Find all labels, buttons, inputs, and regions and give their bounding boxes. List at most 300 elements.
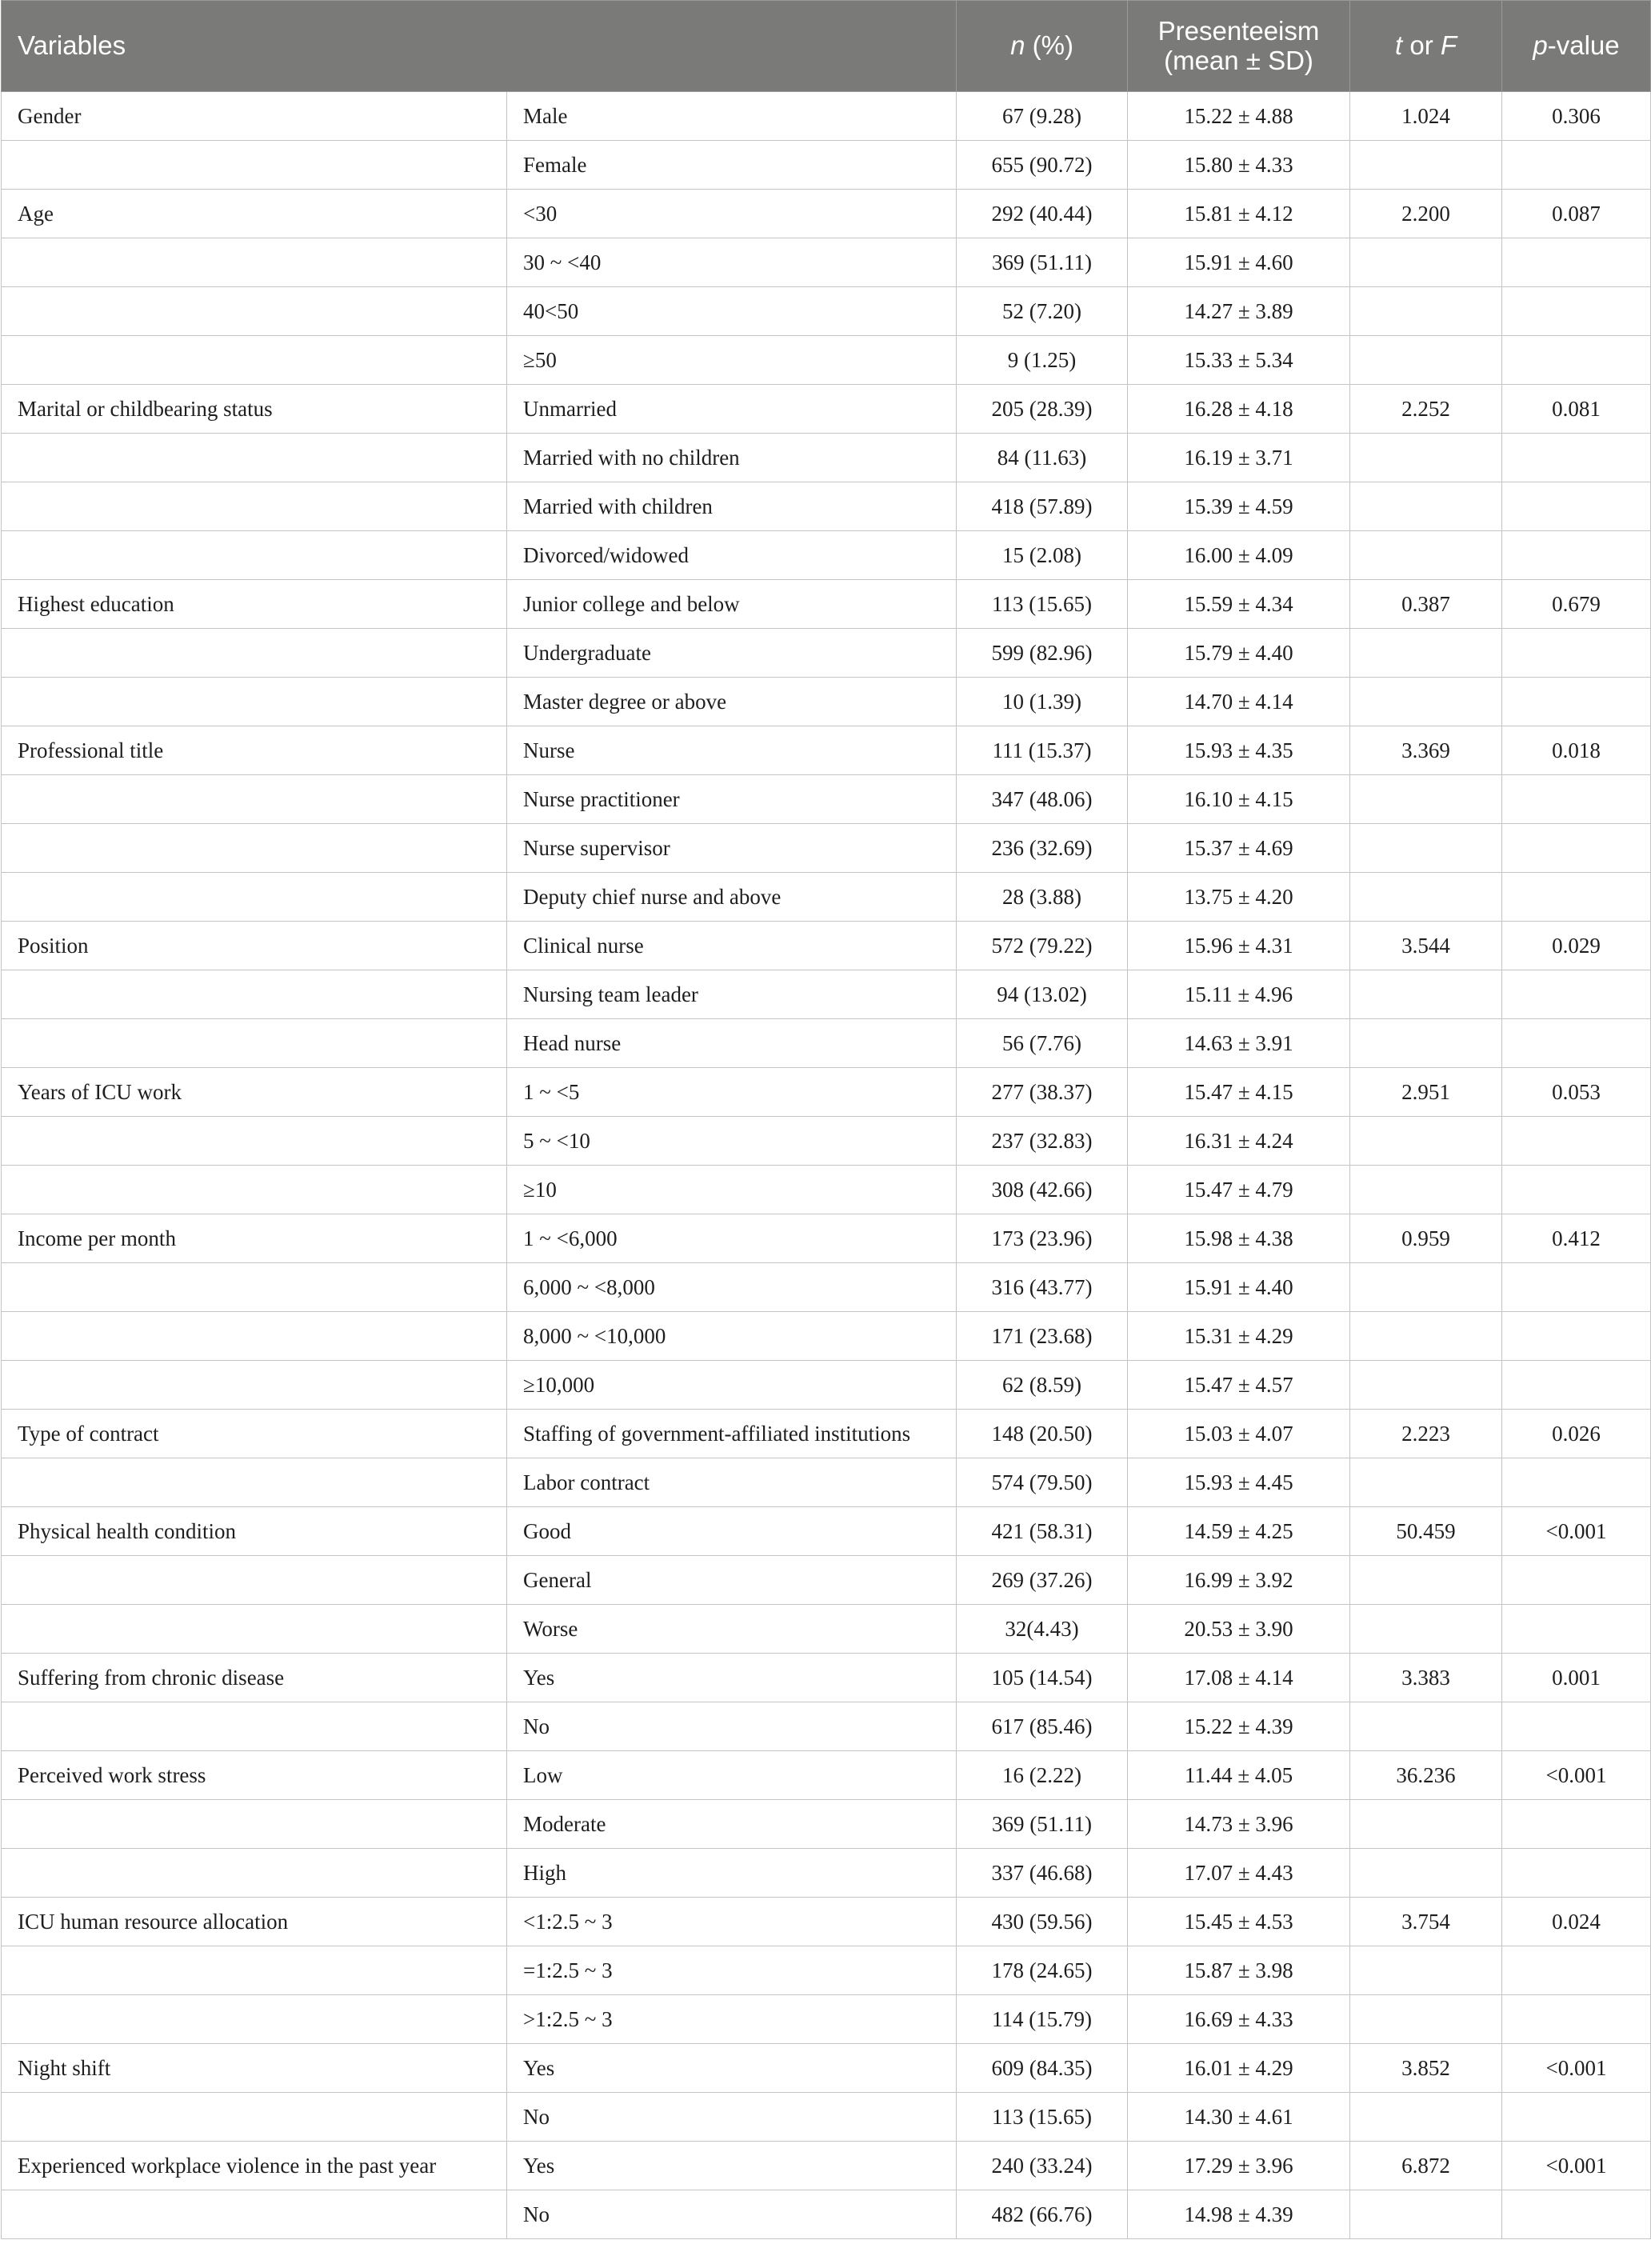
cell-variable <box>2 2093 507 2142</box>
cell-variable: Gender <box>2 92 507 141</box>
cell-p-value <box>1502 629 1651 678</box>
cell-presenteeism: 14.73 ± 3.96 <box>1128 1800 1350 1849</box>
cell-variable <box>2 1702 507 1751</box>
cell-variable <box>2 1361 507 1410</box>
cell-p-value <box>1502 1019 1651 1068</box>
cell-variable <box>2 775 507 824</box>
cell-category: Master degree or above <box>507 678 957 726</box>
cell-t-or-f <box>1350 2093 1502 2142</box>
cell-p-value <box>1502 1361 1651 1410</box>
table-row <box>2 922 1651 970</box>
table-row <box>2 336 1651 385</box>
cell-category: Worse <box>507 1605 957 1654</box>
cell-t-or-f <box>1350 1361 1502 1410</box>
cell-n-percent: 292 (40.44) <box>957 190 1128 238</box>
cell-variable <box>2 1263 507 1312</box>
cell-p-value: 0.306 <box>1502 92 1651 141</box>
cell-n-percent: 105 (14.54) <box>957 1654 1128 1702</box>
table-row <box>2 190 1651 238</box>
cell-p-value: <0.001 <box>1502 1751 1651 1800</box>
cell-t-or-f <box>1350 482 1502 531</box>
cell-variable <box>2 287 507 336</box>
cell-p-value <box>1502 1458 1651 1507</box>
cell-t-or-f <box>1350 1458 1502 1507</box>
cell-p-value <box>1502 1117 1651 1166</box>
cell-presenteeism: 15.96 ± 4.31 <box>1128 922 1350 970</box>
table-row <box>2 92 1651 141</box>
cell-t-or-f <box>1350 141 1502 190</box>
cell-presenteeism: 15.91 ± 4.40 <box>1128 1263 1350 1312</box>
cell-presenteeism: 17.08 ± 4.14 <box>1128 1654 1350 1702</box>
cell-t-or-f <box>1350 1849 1502 1898</box>
header-presenteeism-line2: (mean ± SD) <box>1164 45 1313 75</box>
table-row <box>2 385 1651 434</box>
cell-presenteeism: 15.47 ± 4.57 <box>1128 1361 1350 1410</box>
cell-p-value: 0.081 <box>1502 385 1651 434</box>
cell-p-value <box>1502 1946 1651 1995</box>
cell-presenteeism: 15.93 ± 4.45 <box>1128 1458 1350 1507</box>
header-presenteeism-line1: Presenteeism <box>1157 15 1320 46</box>
cell-n-percent: 572 (79.22) <box>957 922 1128 970</box>
cell-variable <box>2 1800 507 1849</box>
cell-n-percent: 113 (15.65) <box>957 2093 1128 2142</box>
cell-n-percent: 16 (2.22) <box>957 1751 1128 1800</box>
cell-n-percent: 56 (7.76) <box>957 1019 1128 1068</box>
cell-presenteeism: 14.98 ± 4.39 <box>1128 2190 1350 2239</box>
table-row <box>2 1849 1651 1898</box>
cell-n-percent: 10 (1.39) <box>957 678 1128 726</box>
cell-t-or-f <box>1350 970 1502 1019</box>
table-row <box>2 1898 1651 1946</box>
cell-p-value <box>1502 141 1651 190</box>
table-row <box>2 1702 1651 1751</box>
table-header <box>2 1 1651 92</box>
cell-p-value: 0.087 <box>1502 190 1651 238</box>
table-row <box>2 141 1651 190</box>
cell-n-percent: 599 (82.96) <box>957 629 1128 678</box>
table-row <box>2 580 1651 629</box>
cell-variable <box>2 1166 507 1214</box>
cell-presenteeism: 15.80 ± 4.33 <box>1128 141 1350 190</box>
cell-presenteeism: 16.19 ± 3.71 <box>1128 434 1350 482</box>
cell-n-percent: 94 (13.02) <box>957 970 1128 1019</box>
cell-variable: Age <box>2 190 507 238</box>
header-or-text: or <box>1402 30 1441 61</box>
cell-p-value <box>1502 1702 1651 1751</box>
cell-category: No <box>507 2093 957 2142</box>
cell-category: High <box>507 1849 957 1898</box>
cell-p-value <box>1502 678 1651 726</box>
cell-variable <box>2 1849 507 1898</box>
cell-presenteeism: 15.22 ± 4.88 <box>1128 92 1350 141</box>
cell-p-value: <0.001 <box>1502 2142 1651 2190</box>
cell-p-value <box>1502 336 1651 385</box>
cell-t-or-f: 1.024 <box>1350 92 1502 141</box>
cell-p-value: <0.001 <box>1502 1507 1651 1556</box>
cell-variable: Professional title <box>2 726 507 775</box>
cell-category: Nurse supervisor <box>507 824 957 873</box>
cell-presenteeism: 14.59 ± 4.25 <box>1128 1507 1350 1556</box>
cell-category: Nurse practitioner <box>507 775 957 824</box>
cell-p-value: 0.018 <box>1502 726 1651 775</box>
table-row <box>2 629 1651 678</box>
cell-category: Good <box>507 1507 957 1556</box>
cell-p-value: 0.001 <box>1502 1654 1651 1702</box>
cell-variable <box>2 141 507 190</box>
cell-n-percent: 52 (7.20) <box>957 287 1128 336</box>
cell-category: 30 ~ <40 <box>507 238 957 287</box>
table-row <box>2 2044 1651 2093</box>
cell-category: 1 ~ <5 <box>507 1068 957 1117</box>
cell-category: 8,000 ~ <10,000 <box>507 1312 957 1361</box>
cell-t-or-f <box>1350 238 1502 287</box>
table-row <box>2 482 1651 531</box>
cell-presenteeism: 15.79 ± 4.40 <box>1128 629 1350 678</box>
cell-presenteeism: 16.10 ± 4.15 <box>1128 775 1350 824</box>
cell-p-value <box>1502 1849 1651 1898</box>
cell-p-value <box>1502 1166 1651 1214</box>
cell-category: No <box>507 1702 957 1751</box>
cell-presenteeism: 15.39 ± 4.59 <box>1128 482 1350 531</box>
cell-variable: Perceived work stress <box>2 1751 507 1800</box>
cell-presenteeism: 16.99 ± 3.92 <box>1128 1556 1350 1605</box>
cell-category: 1 ~ <6,000 <box>507 1214 957 1263</box>
cell-n-percent: 421 (58.31) <box>957 1507 1128 1556</box>
cell-t-or-f <box>1350 1019 1502 1068</box>
cell-category: Undergraduate <box>507 629 957 678</box>
table-row <box>2 434 1651 482</box>
cell-t-or-f <box>1350 1605 1502 1654</box>
cell-t-or-f: 3.383 <box>1350 1654 1502 1702</box>
cell-n-percent: 574 (79.50) <box>957 1458 1128 1507</box>
table-row <box>2 1068 1651 1117</box>
cell-variable: Type of contract <box>2 1410 507 1458</box>
table-row <box>2 2142 1651 2190</box>
cell-variable <box>2 629 507 678</box>
header-p-rest: -value <box>1547 30 1620 61</box>
cell-variable <box>2 1556 507 1605</box>
cell-n-percent: 655 (90.72) <box>957 141 1128 190</box>
cell-n-percent: 430 (59.56) <box>957 1898 1128 1946</box>
cell-n-percent: 347 (48.06) <box>957 775 1128 824</box>
cell-presenteeism: 15.59 ± 4.34 <box>1128 580 1350 629</box>
cell-presenteeism: 15.45 ± 4.53 <box>1128 1898 1350 1946</box>
cell-p-value <box>1502 1995 1651 2044</box>
cell-p-value <box>1502 2190 1651 2239</box>
cell-category: 6,000 ~ <8,000 <box>507 1263 957 1312</box>
table-row <box>2 1312 1651 1361</box>
cell-n-percent: 111 (15.37) <box>957 726 1128 775</box>
cell-variable <box>2 1995 507 2044</box>
cell-t-or-f <box>1350 1263 1502 1312</box>
cell-p-value <box>1502 287 1651 336</box>
cell-category: Head nurse <box>507 1019 957 1068</box>
cell-n-percent: 277 (38.37) <box>957 1068 1128 1117</box>
cell-variable <box>2 1946 507 1995</box>
cell-t-or-f <box>1350 1556 1502 1605</box>
cell-category: Nursing team leader <box>507 970 957 1019</box>
cell-presenteeism: 16.31 ± 4.24 <box>1128 1117 1350 1166</box>
cell-presenteeism: 17.29 ± 3.96 <box>1128 2142 1350 2190</box>
cell-presenteeism: 14.63 ± 3.91 <box>1128 1019 1350 1068</box>
cell-presenteeism: 15.22 ± 4.39 <box>1128 1702 1350 1751</box>
cell-presenteeism: 15.81 ± 4.12 <box>1128 190 1350 238</box>
table-row <box>2 726 1651 775</box>
cell-t-or-f: 0.959 <box>1350 1214 1502 1263</box>
cell-n-percent: 609 (84.35) <box>957 2044 1128 2093</box>
cell-t-or-f <box>1350 1166 1502 1214</box>
table-row <box>2 1556 1651 1605</box>
cell-n-percent: 28 (3.88) <box>957 873 1128 922</box>
cell-category: Unmarried <box>507 385 957 434</box>
table-row <box>2 1654 1651 1702</box>
cell-category: Married with no children <box>507 434 957 482</box>
table-row <box>2 1117 1651 1166</box>
cell-category: Yes <box>507 2142 957 2190</box>
cell-n-percent: 482 (66.76) <box>957 2190 1128 2239</box>
cell-n-percent: 617 (85.46) <box>957 1702 1128 1751</box>
cell-t-or-f: 3.544 <box>1350 922 1502 970</box>
cell-n-percent: 15 (2.08) <box>957 531 1128 580</box>
cell-category: Deputy chief nurse and above <box>507 873 957 922</box>
cell-n-percent: 67 (9.28) <box>957 92 1128 141</box>
cell-presenteeism: 15.11 ± 4.96 <box>1128 970 1350 1019</box>
cell-category: 5 ~ <10 <box>507 1117 957 1166</box>
table-row <box>2 1361 1651 1410</box>
cell-t-or-f <box>1350 775 1502 824</box>
header-t-symbol: t <box>1395 30 1403 61</box>
cell-p-value <box>1502 873 1651 922</box>
cell-variable: Physical health condition <box>2 1507 507 1556</box>
cell-n-percent: 178 (24.65) <box>957 1946 1128 1995</box>
cell-n-percent: 269 (37.26) <box>957 1556 1128 1605</box>
header-p-symbol: p <box>1533 30 1548 61</box>
cell-variable <box>2 482 507 531</box>
cell-t-or-f <box>1350 1117 1502 1166</box>
cell-category: Staffing of government-affiliated institutions <box>507 1410 957 1458</box>
header-f-symbol: F <box>1440 30 1457 61</box>
cell-p-value <box>1502 775 1651 824</box>
presenteeism-table <box>1 0 1651 2239</box>
cell-presenteeism: 11.44 ± 4.05 <box>1128 1751 1350 1800</box>
cell-presenteeism: 15.98 ± 4.38 <box>1128 1214 1350 1263</box>
cell-p-value <box>1502 970 1651 1019</box>
cell-t-or-f <box>1350 1946 1502 1995</box>
cell-n-percent: 32(4.43) <box>957 1605 1128 1654</box>
cell-t-or-f <box>1350 434 1502 482</box>
cell-presenteeism: 14.30 ± 4.61 <box>1128 2093 1350 2142</box>
table-row <box>2 1263 1651 1312</box>
cell-p-value <box>1502 1605 1651 1654</box>
cell-t-or-f: 2.951 <box>1350 1068 1502 1117</box>
cell-n-percent: 9 (1.25) <box>957 336 1128 385</box>
table-row <box>2 1507 1651 1556</box>
cell-variable <box>2 1019 507 1068</box>
cell-presenteeism: 15.91 ± 4.60 <box>1128 238 1350 287</box>
cell-t-or-f <box>1350 336 1502 385</box>
cell-category: <1:2.5 ~ 3 <box>507 1898 957 1946</box>
cell-variable <box>2 873 507 922</box>
cell-presenteeism: 15.31 ± 4.29 <box>1128 1312 1350 1361</box>
cell-n-percent: 148 (20.50) <box>957 1410 1128 1458</box>
header-variables <box>2 1 957 92</box>
cell-variable: Night shift <box>2 2044 507 2093</box>
cell-category: Clinical nurse <box>507 922 957 970</box>
cell-category: General <box>507 1556 957 1605</box>
cell-presenteeism: 15.03 ± 4.07 <box>1128 1410 1350 1458</box>
table-row <box>2 287 1651 336</box>
cell-presenteeism: 16.28 ± 4.18 <box>1128 385 1350 434</box>
cell-n-percent: 369 (51.11) <box>957 238 1128 287</box>
cell-variable <box>2 1605 507 1654</box>
cell-t-or-f: 36.236 <box>1350 1751 1502 1800</box>
table-row <box>2 1751 1651 1800</box>
cell-n-percent: 369 (51.11) <box>957 1800 1128 1849</box>
table-row <box>2 1800 1651 1849</box>
cell-variable: Marital or childbearing status <box>2 385 507 434</box>
cell-presenteeism: 15.47 ± 4.79 <box>1128 1166 1350 1214</box>
cell-variable <box>2 678 507 726</box>
cell-category: Male <box>507 92 957 141</box>
table-row <box>2 531 1651 580</box>
cell-n-percent: 62 (8.59) <box>957 1361 1128 1410</box>
table-row <box>2 1946 1651 1995</box>
header-n-symbol: n <box>1010 30 1025 61</box>
cell-t-or-f <box>1350 1702 1502 1751</box>
cell-variable <box>2 434 507 482</box>
cell-t-or-f: 2.200 <box>1350 190 1502 238</box>
cell-p-value <box>1502 434 1651 482</box>
cell-p-value: 0.412 <box>1502 1214 1651 1263</box>
cell-category: No <box>507 2190 957 2239</box>
cell-variable <box>2 824 507 873</box>
cell-variable: ICU human resource allocation <box>2 1898 507 1946</box>
cell-t-or-f <box>1350 824 1502 873</box>
cell-p-value: 0.679 <box>1502 580 1651 629</box>
cell-presenteeism: 17.07 ± 4.43 <box>1128 1849 1350 1898</box>
cell-p-value: 0.024 <box>1502 1898 1651 1946</box>
cell-presenteeism: 13.75 ± 4.20 <box>1128 873 1350 922</box>
cell-p-value: 0.053 <box>1502 1068 1651 1117</box>
header-t-or-f <box>1350 1 1502 92</box>
cell-t-or-f: 3.852 <box>1350 2044 1502 2093</box>
cell-variable <box>2 1117 507 1166</box>
cell-variable: Years of ICU work <box>2 1068 507 1117</box>
cell-category: Junior college and below <box>507 580 957 629</box>
cell-category: Nurse <box>507 726 957 775</box>
cell-p-value: 0.029 <box>1502 922 1651 970</box>
cell-presenteeism: 14.70 ± 4.14 <box>1128 678 1350 726</box>
cell-n-percent: 337 (46.68) <box>957 1849 1128 1898</box>
cell-p-value <box>1502 531 1651 580</box>
cell-n-percent: 308 (42.66) <box>957 1166 1128 1214</box>
header-row <box>2 1 1651 92</box>
table-row <box>2 2190 1651 2239</box>
cell-n-percent: 236 (32.69) <box>957 824 1128 873</box>
cell-presenteeism: 16.00 ± 4.09 <box>1128 531 1350 580</box>
cell-category: Married with children <box>507 482 957 531</box>
cell-t-or-f <box>1350 629 1502 678</box>
cell-t-or-f <box>1350 1995 1502 2044</box>
cell-t-or-f <box>1350 287 1502 336</box>
cell-variable <box>2 531 507 580</box>
table-row <box>2 1605 1651 1654</box>
cell-p-value <box>1502 238 1651 287</box>
cell-variable <box>2 2190 507 2239</box>
cell-t-or-f: 3.754 <box>1350 1898 1502 1946</box>
cell-n-percent: 316 (43.77) <box>957 1263 1128 1312</box>
cell-presenteeism: 15.93 ± 4.35 <box>1128 726 1350 775</box>
cell-t-or-f <box>1350 873 1502 922</box>
cell-variable <box>2 238 507 287</box>
cell-t-or-f: 3.369 <box>1350 726 1502 775</box>
table-row <box>2 1410 1651 1458</box>
cell-t-or-f: 50.459 <box>1350 1507 1502 1556</box>
cell-n-percent: 418 (57.89) <box>957 482 1128 531</box>
cell-category: ≥10 <box>507 1166 957 1214</box>
table-row <box>2 970 1651 1019</box>
cell-p-value <box>1502 1263 1651 1312</box>
cell-presenteeism: 15.33 ± 5.34 <box>1128 336 1350 385</box>
cell-category: Female <box>507 141 957 190</box>
header-p-value <box>1502 1 1651 92</box>
cell-category: =1:2.5 ~ 3 <box>507 1946 957 1995</box>
table-row <box>2 1995 1651 2044</box>
cell-p-value: 0.026 <box>1502 1410 1651 1458</box>
table-row <box>2 1019 1651 1068</box>
cell-t-or-f: 6.872 <box>1350 2142 1502 2190</box>
cell-category: Yes <box>507 1654 957 1702</box>
cell-t-or-f <box>1350 678 1502 726</box>
cell-variable <box>2 970 507 1019</box>
cell-category: ≥50 <box>507 336 957 385</box>
cell-variable: Income per month <box>2 1214 507 1263</box>
cell-p-value <box>1502 1312 1651 1361</box>
cell-presenteeism: 15.47 ± 4.15 <box>1128 1068 1350 1117</box>
cell-t-or-f: 2.223 <box>1350 1410 1502 1458</box>
cell-n-percent: 114 (15.79) <box>957 1995 1128 2044</box>
cell-n-percent: 113 (15.65) <box>957 580 1128 629</box>
cell-variable: Position <box>2 922 507 970</box>
table-row <box>2 775 1651 824</box>
cell-category: Labor contract <box>507 1458 957 1507</box>
cell-variable <box>2 1312 507 1361</box>
cell-category: ≥10,000 <box>507 1361 957 1410</box>
table-row <box>2 238 1651 287</box>
cell-n-percent: 171 (23.68) <box>957 1312 1128 1361</box>
cell-variable <box>2 336 507 385</box>
header-n-percent <box>957 1 1128 92</box>
table-row <box>2 824 1651 873</box>
cell-category: Low <box>507 1751 957 1800</box>
table-row <box>2 2093 1651 2142</box>
cell-variable: Highest education <box>2 580 507 629</box>
cell-variable: Experienced workplace violence in the past year <box>2 2142 507 2190</box>
cell-p-value <box>1502 1556 1651 1605</box>
cell-n-percent: 237 (32.83) <box>957 1117 1128 1166</box>
cell-n-percent: 240 (33.24) <box>957 2142 1128 2190</box>
table-row <box>2 678 1651 726</box>
cell-t-or-f <box>1350 531 1502 580</box>
cell-category: Divorced/widowed <box>507 531 957 580</box>
cell-presenteeism: 14.27 ± 3.89 <box>1128 287 1350 336</box>
cell-t-or-f <box>1350 1312 1502 1361</box>
table-row <box>2 1166 1651 1214</box>
cell-t-or-f: 2.252 <box>1350 385 1502 434</box>
cell-t-or-f <box>1350 2190 1502 2239</box>
cell-n-percent: 205 (28.39) <box>957 385 1128 434</box>
cell-category: Yes <box>507 2044 957 2093</box>
